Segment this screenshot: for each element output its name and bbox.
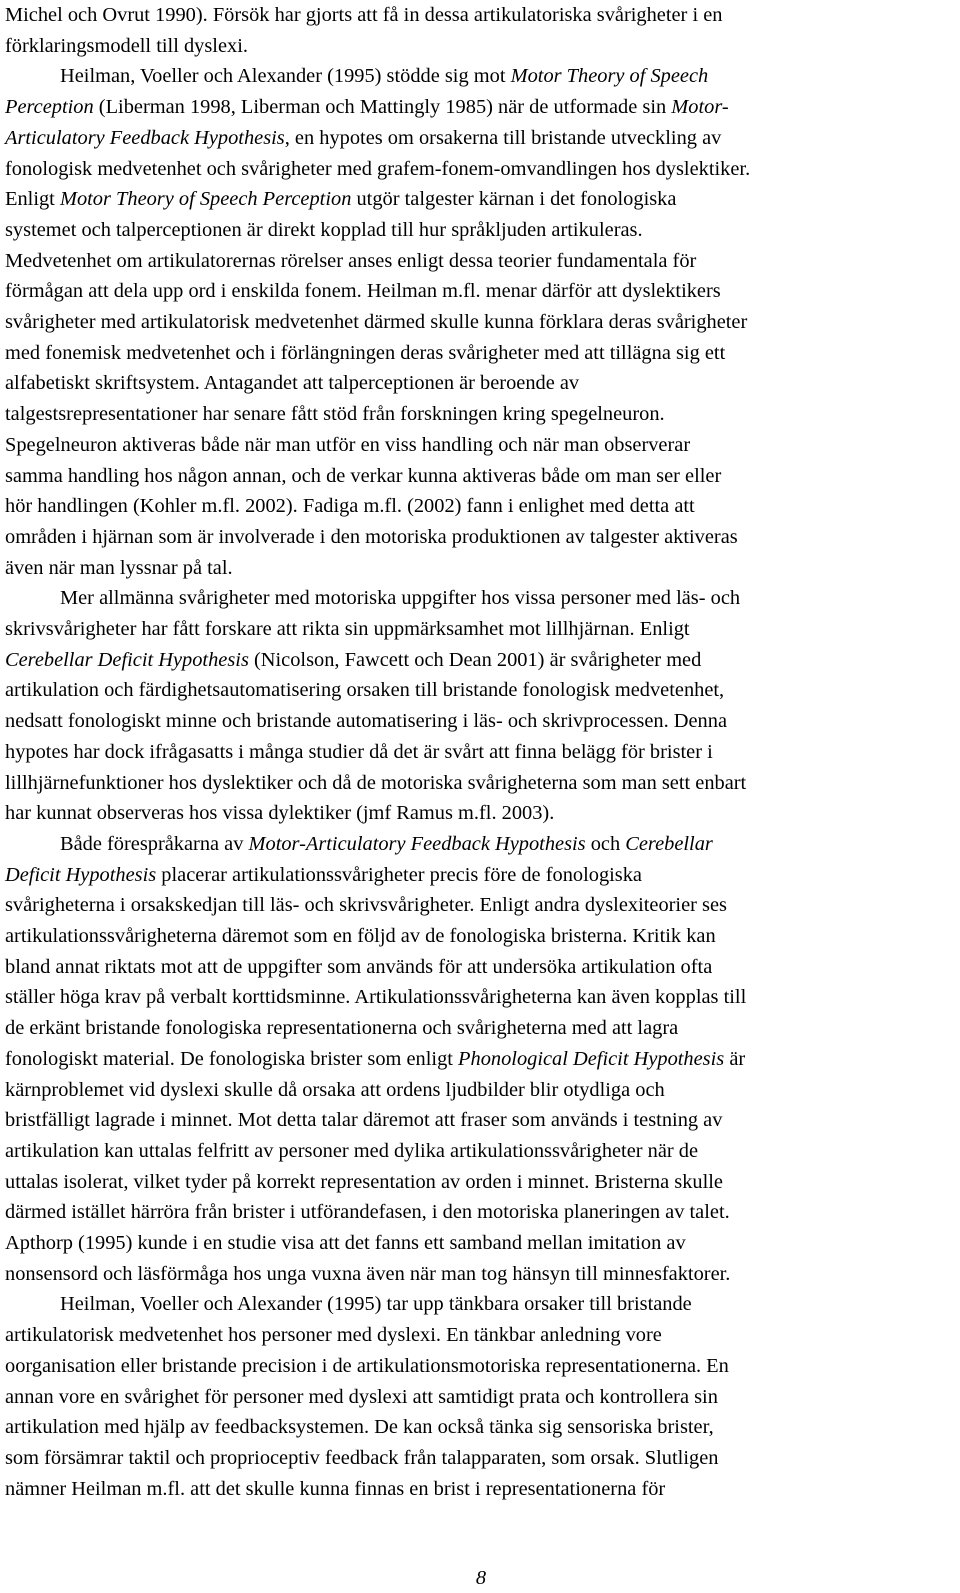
italic-term: Cerebellar Deficit Hypothesis — [5, 648, 249, 671]
text-line — [5, 338, 725, 368]
text-run: utgör talgester kärnan i det fonologiska — [351, 188, 677, 211]
text-run: Spegelneuron aktiveras både när man utför en viss handling och när man observerar — [5, 433, 691, 456]
text-line — [5, 1320, 662, 1350]
text-line — [5, 368, 579, 398]
text-run: , en hypotes om orsakerna till bristande utveckling av — [284, 126, 722, 149]
text-run: Medvetenhet om artikulatorernas rörelser anses enligt dessa teorier fundamentala för — [5, 249, 697, 272]
text-run: bristfälligt lagrade i minnet. Mot detta talar däremot att fraser som används i testning av — [5, 1109, 723, 1132]
text-line — [5, 1228, 686, 1258]
text-line — [5, 1167, 723, 1197]
italic-term: Cerebellar — [625, 832, 713, 855]
text-run: artikulation med hjälp av feedbacksystemen. De kan också tänka sig sensoriska brister, — [5, 1416, 714, 1439]
text-run: förklaringsmodell till dyslexi. — [5, 34, 248, 57]
text-line — [5, 92, 729, 122]
text-line — [5, 1075, 665, 1105]
text-run: annan vore en svårighet för personer med dyslexi att samtidigt prata och kontrollera sin — [5, 1385, 718, 1408]
text-line — [5, 860, 642, 890]
text-run: och — [585, 832, 626, 855]
text-run: därmed istället härröra från brister i utförandefasen, i den motoriska planeringen av talet. — [5, 1201, 730, 1224]
text-line — [60, 829, 713, 859]
text-line — [5, 123, 721, 153]
text-line — [60, 1289, 692, 1319]
italic-term: Motor-Articulatory Feedback Hypothesis — [248, 832, 586, 855]
text-line — [5, 246, 696, 276]
italic-term: Perception — [5, 96, 94, 119]
text-line — [5, 1412, 714, 1442]
text-line — [5, 399, 665, 429]
text-run: är — [724, 1047, 746, 1070]
text-run: oorganisation eller bristande precision i de artikulationsmotoriska representationerna. En — [5, 1354, 729, 1377]
text-line — [5, 982, 746, 1012]
text-run: alfabetiskt skriftsystem. Antagandet att talperceptionen är beroende av — [5, 372, 580, 395]
text-line — [5, 154, 750, 184]
document-page — [5, 0, 957, 1593]
text-line — [5, 461, 721, 491]
text-run: svårigheterna i orsakskedjan till läs- och skrivsvårigheter. Enligt andra dyslexiteorier ses — [5, 894, 727, 917]
text-line — [5, 522, 738, 552]
text-run: Michel och Ovrut 1990). Försök har gjorts att få in dessa artikulatoriska svårigheter i en — [5, 4, 723, 26]
text-run: svårigheter med artikulatorisk medvetenhet därmed skulle kunna förklara deras svårigheter — [5, 311, 748, 333]
text-run: har kunnat observeras hos vissa dylektiker (jmf Ramus m.fl. 2003). — [5, 802, 555, 825]
text-line — [5, 614, 690, 644]
text-run: fonologiskt material. De fonologiska brister som enligt — [5, 1047, 459, 1070]
text-line — [5, 553, 233, 583]
text-line — [5, 737, 713, 767]
text-run: (Liberman 1998, Liberman och Mattingly 1985) när de utformade sin — [93, 96, 672, 119]
text-run: talgestsrepresentationer har senare fått stöd från forskningen kring spegelneuron. — [5, 403, 665, 426]
text-run: förmågan att dela upp ord i enskilda fonem. Heilman m.fl. menar därför att dyslektikers — [5, 280, 721, 303]
text-line — [5, 1105, 722, 1135]
text-line — [5, 1351, 729, 1381]
text-run: artikulationssvårigheterna däremot som en följd av de fonologiska bristerna. Kritik kan — [5, 925, 716, 947]
text-run: systemet och talperceptionen är direkt kopplad till hur språkljuden artikuleras. — [5, 218, 643, 241]
text-run: de erkänt bristande fonologiska representationerna och svårigheterna med att lagra — [5, 1017, 679, 1040]
italic-term: Motor Theory of Speech Perception — [59, 188, 352, 211]
text-run: nämner Heilman m.fl. att det skulle kunna finnas en brist i representationerna för — [5, 1477, 666, 1500]
text-line — [5, 675, 724, 705]
text-run: nonsensord och läsförmåga hos unga vuxna även när man tog hänsyn till minnesfaktorer. — [5, 1262, 731, 1285]
italic-term: Motor Theory of Speech — [510, 65, 709, 88]
italic-term: Motor- — [671, 96, 729, 119]
text-run: artikulation kan uttalas felfritt av personer med dylika artikulationssvårigheter när de — [5, 1139, 699, 1162]
text-line — [5, 1474, 665, 1504]
text-line — [5, 921, 716, 951]
page-number: 8 — [475, 1567, 487, 1589]
text-line — [5, 798, 554, 828]
text-line — [5, 1443, 718, 1473]
text-run: Enligt — [5, 188, 60, 211]
text-run: hypotes har dock ifrågasatts i många studier då det är svårt att finna belägg för brister i — [5, 740, 713, 763]
text-run: fonologisk medvetenhet och svårigheter med grafem-fonem-omvandlingen hos dyslektiker. — [5, 157, 751, 180]
text-line — [5, 1013, 678, 1043]
text-run: placerar artikulationssvårigheter precis före de fonologiska — [156, 863, 642, 886]
text-run: med fonemisk medvetenhet och i förlängningen deras svårigheter med att tillägna sig ett — [5, 341, 726, 364]
text-line — [5, 890, 727, 920]
italic-term: Articulatory Feedback Hypothesis — [5, 126, 285, 149]
text-run: lillhjärnefunktioner hos dyslektiker och då de motoriska svårigheterna som man sett enbart — [5, 771, 747, 794]
text-run: uttalas isolerat, vilket tyder på korrekt representation av orden i minnet. Bristerna skulle — [5, 1170, 723, 1193]
text-line — [5, 491, 695, 521]
text-run: som försämrar taktil och proprioceptiv feedback från talapparaten, som orsak. Slutligen — [5, 1446, 719, 1469]
text-run: bland annat riktats mot att de uppgifter som används för att undersöka artikulation ofta — [5, 955, 713, 978]
text-line — [60, 61, 708, 91]
text-line — [5, 1136, 698, 1166]
text-line — [5, 307, 747, 337]
text-line — [5, 952, 712, 982]
text-run: artikulatorisk medvetenhet hos personer med dyslexi. En tänkbar anledning vore — [5, 1324, 662, 1347]
text-line — [5, 1259, 730, 1289]
text-line — [5, 430, 690, 460]
text-run: Heilman, Voeller och Alexander (1995) tar upp tänkbara orsaker till bristande — [60, 1293, 692, 1316]
text-run: Heilman, Voeller och Alexander (1995) stödde sig mot — [60, 65, 511, 88]
text-line — [5, 768, 746, 798]
text-run: samma handling hos någon annan, och de verkar kunna aktiveras både om man ser eller — [5, 464, 722, 487]
text-run: skrivsvårigheter har fått forskare att rikta sin uppmärksamhet mot lillhjärnan. Enligt — [5, 618, 690, 640]
text-line — [5, 1382, 718, 1412]
text-run: (Nicolson, Fawcett och Dean 2001) är svårigheter med — [248, 648, 702, 671]
italic-term: Deficit Hypothesis — [5, 863, 157, 886]
text-line — [60, 583, 740, 613]
text-run: nedsatt fonologiskt minne och bristande automatisering i läs- och skrivprocessen. Denna — [5, 710, 727, 733]
text-run: Mer allmänna svårigheter med motoriska uppgifter hos vissa personer med läs- och — [60, 587, 741, 610]
text-run: ställer höga krav på verbalt korttidsminne. Artikulationssvårigheterna kan även kopplas till — [5, 986, 747, 1009]
text-line — [5, 0, 722, 30]
italic-term: Phonological Deficit Hypothesis — [458, 1047, 725, 1070]
text-line — [5, 1044, 745, 1074]
text-line — [5, 1197, 730, 1227]
text-run: artikulation och färdighetsautomatisering orsaken till bristande fonologisk medvetenhet, — [5, 679, 725, 702]
text-line — [5, 31, 248, 61]
text-line — [5, 184, 676, 214]
text-run: hör handlingen (Kohler m.fl. 2002). Fadiga m.fl. (2002) fann i enlighet med detta att — [5, 495, 695, 518]
text-run: kärnproblemet vid dyslexi skulle då orsaka att ordens ljudbilder blir otydliga och — [5, 1078, 665, 1101]
text-line — [5, 276, 721, 306]
text-line — [5, 215, 643, 245]
text-run: Både förespråkarna av — [60, 832, 249, 855]
text-run: Apthorp (1995) kunde i en studie visa att det fanns ett samband mellan imitation av — [5, 1232, 686, 1254]
text-line — [5, 645, 701, 675]
text-run: områden i hjärnan som är involverade i den motoriska produktionen av talgester aktiveras — [5, 525, 738, 548]
text-run: även när man lyssnar på tal. — [5, 556, 233, 579]
text-line — [5, 706, 727, 736]
